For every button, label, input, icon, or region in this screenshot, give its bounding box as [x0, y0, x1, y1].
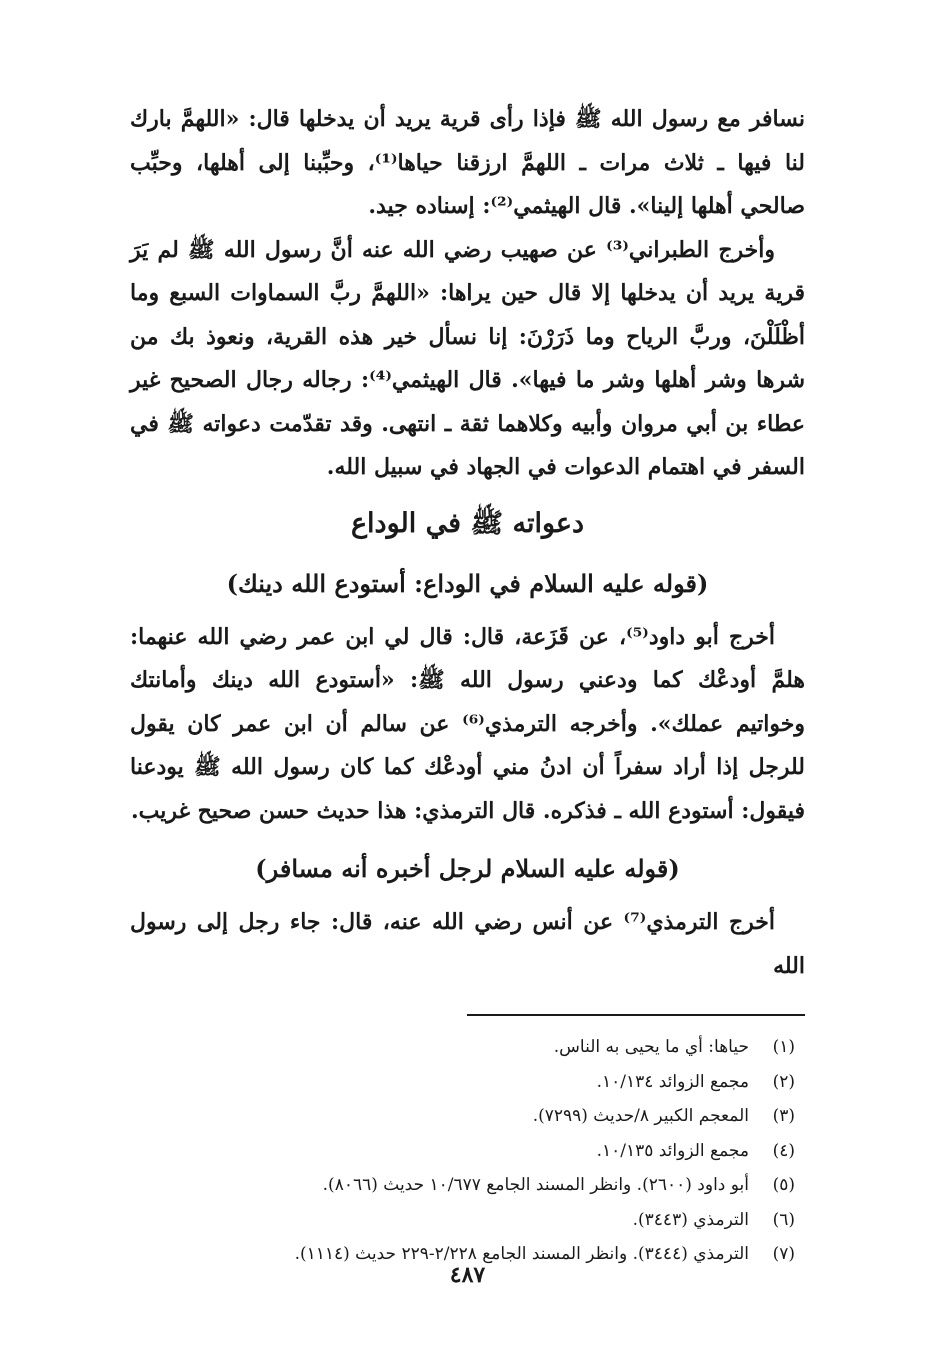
footnote-item [130, 1099, 805, 1134]
footnote-number: (٧) [772, 1244, 795, 1264]
footnote-item [130, 1030, 805, 1065]
footnote-number: (٢) [772, 1071, 795, 1092]
footnote-list [130, 1030, 805, 1272]
paragraph-4: أخرج الترمذي⁽⁷⁾ عن أنس رضي الله عنه، قال: جاء رجل إلى رسول الله [130, 909, 805, 979]
footnote-text: حياها: أي ما يحيى به الناس. [553, 1037, 749, 1057]
footnote-number: (٤) [772, 1140, 795, 1161]
footnote-text: مجمع الزوائد ١٠/١٣٥. [596, 1140, 749, 1161]
footnote-number: (٣) [772, 1106, 795, 1126]
footnote-number: (٦) [772, 1209, 795, 1230]
footnote-number: (٥) [772, 1175, 795, 1195]
subsection-heading-traveler: (قوله عليه السلام لرجل أخبره أنه مسافر) [255, 854, 680, 883]
section-heading: دعواته ﷺ في الوداع [350, 507, 585, 539]
footnote-item [130, 1065, 805, 1100]
footnote-text: المعجم الكبير ٨/حديث (٧٢٩٩). [532, 1106, 749, 1126]
footnote-text: أبو داود (٢٦٠٠). وانظر المسند الجامع ١٠/٦٧٧ حديث (٨٠٦٦). [322, 1175, 749, 1195]
footnote-number: (١) [772, 1037, 795, 1057]
paragraph-2: وأخرج الطبراني⁽³⁾ عن صهيب رضي الله عنه أنَّ رسول الله ﷺ لم يَرَ قرية يريد أن يدخلها إلا قال حين يراها: «اللهمَّ ربَّ السماوات السبع وما أظْلَلْنَ، وربَّ الرياح وما ذَرَرْنَ: إنا نسأل خير هذه القرية، ونعوذ بك من شرها وشر أهلها وشر ما فيها». قال الهيثمي⁽⁴⁾: رجاله رجال الصحيح غير عطاء بن أبي مروان وأبيه وكلاهما ثقة ـ انتهى. وقد تقدّمت دعواته ﷺ في السفر في اهتمام الدعوات في الجهاد في سبيل الله. [130, 236, 805, 480]
paragraph-1: نسافر مع رسول الله ﷺ فإذا رأى قرية يريد أن يدخلها قال: «اللهمَّ بارك لنا فيها ـ ثلاث مرات ـ اللهمَّ ارزقنا حياها⁽¹⁾، وحبِّبنا إلى أهلها، وحبِّب صالحي أهلها إلينا». قال الهيثمي⁽²⁾: إسناده جيد. [130, 106, 805, 219]
footnote-item [130, 1134, 805, 1169]
footnote-item [130, 1203, 805, 1238]
subsection-heading-farewell: (قوله عليه السلام في الوداع: أستودع الله دينك) [226, 568, 709, 598]
page-number: ٤٨٧ [449, 1262, 486, 1288]
footnote-item [130, 1168, 805, 1203]
footnote-text: مجمع الزوائد ١٠/١٣٤. [596, 1071, 749, 1092]
footnote-separator [467, 1014, 805, 1016]
footnote-text: الترمذي (٣٤٤٣). [632, 1209, 749, 1230]
footnote-text: الترمذي (٣٤٤٤). وانظر المسند الجامع ٢/٢٢٨-٢٢٩ حديث (١١١٤). [294, 1244, 749, 1264]
paragraph-3: أخرج أبو داود⁽⁵⁾، عن قَزَعة، قال: قال لي ابن عمر رضي الله عنهما: هلمَّ أودعْك كما ودعني رسول الله ﷺ: «أستودع الله دينك وأمانتك وخواتيم عملك». وأخرجه الترمذي⁽⁶⁾ عن سالم أن ابن عمر كان يقول للرجل إذا أراد سفراً أن ادنُ مني أودعْك كما كان رسول الله ﷺ يودعنا فيقول: أستودع الله ـ فذكره. قال الترمذي: هذا حديث حسن صحيح غريب. [130, 623, 805, 824]
